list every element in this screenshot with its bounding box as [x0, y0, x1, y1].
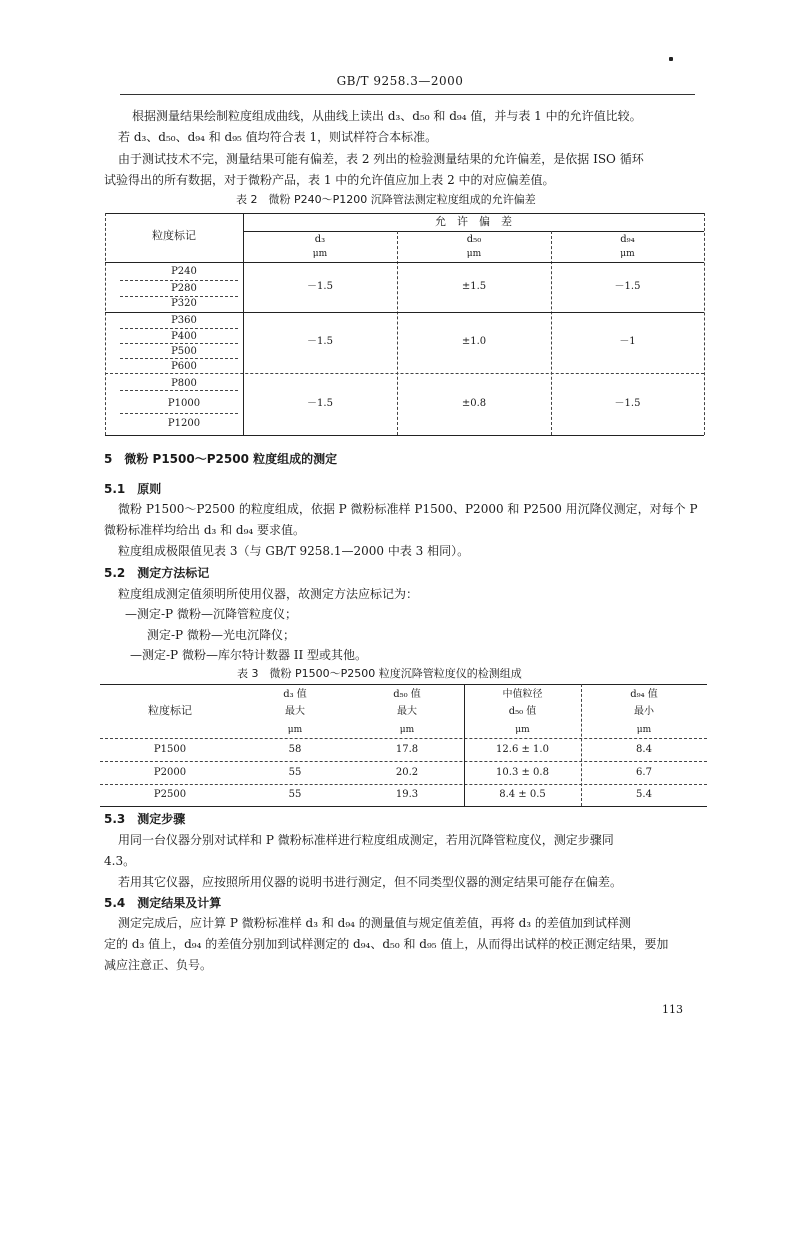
intro-paragraph-1: 根据测量结果绘制粒度组成曲线，从曲线上读出 d₃、d₅₀ 和 d₉₄ 值，并与表 1 中的允许值比较。 — [132, 109, 642, 123]
table2-value-d94: －1 — [619, 336, 636, 347]
table3-col-d50-unit: μm — [399, 725, 415, 735]
intro-paragraph-4: 试验得出的所有数据，对于微粉产品，表 1 中的允许值应加上表 2 中的对应偏差值。 — [104, 173, 555, 187]
table3-row-mid: 10.3 ± 0.8 — [496, 767, 549, 778]
table2-grade: P400 — [171, 331, 197, 342]
table3-col-mid-unit: μm — [515, 725, 530, 735]
section-5-title: 5 微粉 P1500～P2500 粒度组成的测定 — [104, 452, 338, 466]
table3-col-d94-qual: 最小 — [634, 706, 654, 717]
table3-row-d94: 8.4 — [636, 744, 652, 755]
table2-row-divider — [120, 328, 238, 329]
table2-right-border — [704, 213, 705, 435]
table3-col-mid-qual: d₅₀ 值 — [508, 706, 537, 717]
section-5-4-title: 5.4 测定结果及计算 — [104, 896, 222, 910]
table2-grade: P500 — [171, 346, 197, 357]
table3-col-mid: 中值粒径 — [502, 689, 543, 700]
table3-row-mid: 12.6 ± 1.0 — [496, 744, 549, 755]
table2-left-border — [105, 213, 106, 435]
table2-grade: P1000 — [167, 398, 201, 409]
table2-row-divider — [120, 390, 238, 391]
table2-row-divider — [120, 280, 238, 281]
table3-row-d94: 6.7 — [636, 767, 652, 778]
table3-col-d3-unit: μm — [287, 725, 303, 735]
table2-row-divider — [120, 358, 238, 359]
table2-value-d50: ±1.0 — [461, 336, 487, 347]
table3-row-rule-2 — [100, 784, 707, 785]
section-5-2-item-1: —测定-P 微粉—沉降管粒度仪； — [125, 607, 297, 621]
table2-grade: P600 — [171, 361, 197, 372]
table3-header-rule — [100, 738, 707, 739]
table2-header-rule — [105, 262, 704, 263]
table2-col-d94: d₉₄ — [620, 234, 635, 245]
table3-row-grade: P2000 — [153, 767, 187, 778]
speck-mark — [669, 57, 673, 61]
section-5-2-intro: 粒度组成测定值须明所使用仪器，故测定方法应标记为： — [118, 587, 419, 601]
table2-value-d3: －1.5 — [307, 281, 333, 292]
table3-row-mid: 8.4 ± 0.5 — [499, 789, 546, 800]
table2-bottom-rule — [105, 435, 704, 436]
standard-code-header: GB/T 9258.3—2000 — [336, 74, 464, 88]
table2-col-d3: d₃ — [314, 234, 326, 245]
table2-value-d50: ±1.5 — [461, 281, 487, 292]
table3-row-d50: 20.2 — [395, 767, 419, 778]
section-5-4-line-1: 测定完成后，应计算 P 微粉标准样 d₃ 和 d₉₄ 的测量值与规定值差值，再将 d₃ 的差值加到试样测 — [118, 916, 631, 930]
table3-row-grade: P2500 — [153, 789, 187, 800]
section-5-1-line-3: 粒度组成极限值见表 3（与 GB/T 9258.1—2000 中表 3 相同）。 — [118, 544, 470, 558]
table2-value-d50: ±0.8 — [461, 398, 487, 409]
section-5-1-line-1: 微粉 P1500～P2500 的粒度组成，依据 P 微粉标准样 P1500、P2000 和 P2500 用沉降仪测定，对每个 P — [118, 502, 698, 516]
table2-col-d3-unit: μm — [312, 249, 328, 259]
table3-col-d50: d₅₀ 值 — [393, 689, 421, 700]
table2-value-d94: －1.5 — [614, 281, 641, 292]
table3-caption: 表 3 微粉 P1500～P2500 粒度沉降管粒度仪的检测组成 — [237, 667, 522, 680]
section-5-1-line-2: 微粉标准样均给出 d₃ 和 d₉₄ 要求值。 — [104, 523, 306, 537]
section-5-3-line-2: 4.3。 — [104, 854, 136, 868]
table3-col-d94: d₉₄ 值 — [630, 689, 658, 700]
table2-grade: P800 — [171, 378, 197, 389]
table2-col-group: 允 许 偏 差 — [435, 215, 512, 228]
table2-value-d3: －1.5 — [307, 398, 333, 409]
table2-grade: P360 — [171, 315, 197, 326]
table3-bottom-rule — [100, 806, 707, 807]
table2-grade: P320 — [171, 298, 197, 309]
table3-col-grade: 粒度标记 — [148, 704, 192, 717]
table3-row-d3: 55 — [288, 789, 302, 800]
table3-top-rule — [100, 684, 707, 685]
table3-row-rule-1 — [100, 761, 707, 762]
table2-col-d50-unit: μm — [466, 249, 482, 259]
section-5-3-title: 5.3 测定步骤 — [104, 812, 186, 826]
table3-row-d50: 19.3 — [395, 789, 419, 800]
table3-col-d94-unit: μm — [636, 725, 652, 735]
table3-row-grade: P1500 — [153, 744, 187, 755]
section-5-1-title: 5.1 原则 — [104, 482, 162, 496]
table2-col-d50: d₅₀ — [466, 234, 482, 245]
table3-row-d94: 5.4 — [636, 789, 652, 800]
header-rule — [120, 94, 695, 95]
section-5-3-line-1: 用同一台仪器分别对试样和 P 微粉标准样进行粒度组成测定，若用沉降管粒度仪，测定步骤同 — [118, 833, 614, 847]
section-5-4-line-2: 定的 d₃ 值上，d₉₄ 的差值分别加到试样测定的 d₉₄、d₅₀ 和 d₉₅ 值上，从而得出试样的校正测定结果，要加 — [104, 937, 669, 951]
table2-caption: 表 2 微粉 P240～P1200 沉降管法测定粒度组成的允许偏差 — [236, 193, 536, 206]
intro-paragraph-3: 由于测试技术不完，测量结果可能有偏差，表 2 列出的检验测量结果的允许偏差，是依据 ISO 循环 — [118, 152, 644, 166]
table2-grade: P1200 — [167, 418, 201, 429]
page-number: 113 — [662, 1003, 683, 1016]
section-5-2-item-2: 测定-P 微粉—光电沉降仪； — [147, 628, 295, 642]
table2-row-divider — [120, 413, 238, 414]
table3-row-d3: 58 — [288, 744, 302, 755]
section-5-3-line-3: 若用其它仪器，应按照所用仪器的说明书进行测定，但不同类型仪器的测定结果可能存在偏差。 — [118, 875, 623, 889]
table3-col-d3: d₃ 值 — [283, 689, 307, 700]
table2-group-rule-1 — [105, 312, 704, 313]
section-5-2-title: 5.2 测定方法标记 — [104, 566, 210, 580]
table2-col-d94-unit: μm — [620, 249, 635, 259]
table2-row-divider — [120, 296, 238, 297]
section-5-2-item-3: —测定-P 微粉—库尔特计数器 II 型或其他。 — [130, 648, 368, 662]
table2-row-divider — [120, 343, 238, 344]
intro-paragraph-2: 若 d₃、d₅₀、d₉₄ 和 d₉₅ 值均符合表 1，则试样符合本标准。 — [118, 130, 438, 144]
table2-value-d3: －1.5 — [307, 336, 333, 347]
table2-top-rule — [105, 213, 705, 214]
table3-col-d3-qual: 最大 — [285, 706, 305, 717]
table2-group-rule-2 — [105, 373, 704, 374]
section-5-4-line-3: 减应注意正、负号。 — [104, 958, 213, 972]
table2-col-grade: 粒度标记 — [152, 229, 196, 242]
table3-row-d3: 55 — [288, 767, 302, 778]
table2-grade: P240 — [171, 266, 197, 277]
table3-col-d50-qual: 最大 — [397, 706, 417, 717]
table3-row-d50: 17.8 — [395, 744, 419, 755]
table2-subheader-rule — [243, 231, 704, 232]
table2-grade: P280 — [171, 283, 197, 294]
table2-value-d94: －1.5 — [614, 398, 641, 409]
